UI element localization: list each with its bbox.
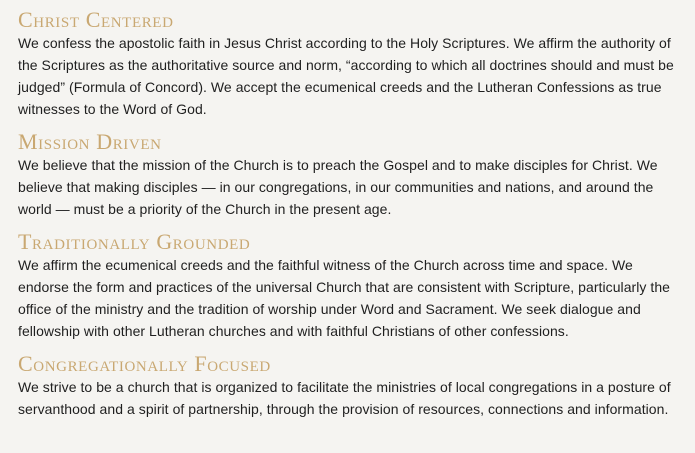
section-christ-centered — [18, 8, 677, 120]
section-traditionally-grounded — [18, 230, 677, 342]
section-heading: Mission Driven — [18, 129, 162, 154]
section-congregationally-focused — [18, 352, 677, 420]
section-body: We affirm the ecumenical creeds and the faithful witness of the Church across time and space. We endorse the form and practices of the universal Church that are consistent with Scripture, particularly the office of the ministry and the tradition of worship under Word and Sacrament. We seek dialogue and fellowship with other Lutheran churches and with faithful Christians of other confessions. — [18, 257, 671, 339]
section-body: We confess the apostolic faith in Jesus Christ according to the Holy Scriptures. We affirm the authority of the Scriptures as the authoritative source and norm, “according to which all doctrines should and must be judged” (Formula of Concord). We accept the ecumenical creeds and the Lutheran Confessions as true witnesses to the Word of God. — [18, 35, 674, 117]
section-body: We strive to be a church that is organized to facilitate the ministries of local congregations in a posture of servanthood and a spirit of partnership, through the provision of resources, connections and information. — [18, 379, 671, 417]
section-heading: Christ Centered — [18, 7, 174, 32]
section-heading: Traditionally Grounded — [18, 229, 251, 254]
section-body: We believe that the mission of the Church is to preach the Gospel and to make disciples for Christ. We believe that making disciples — in our congregations, in our communities and nations, and around the world — must be a priority of the Church in the present age. — [18, 157, 658, 217]
section-mission-driven — [18, 130, 677, 220]
section-heading: Congregationally Focused — [18, 351, 271, 376]
